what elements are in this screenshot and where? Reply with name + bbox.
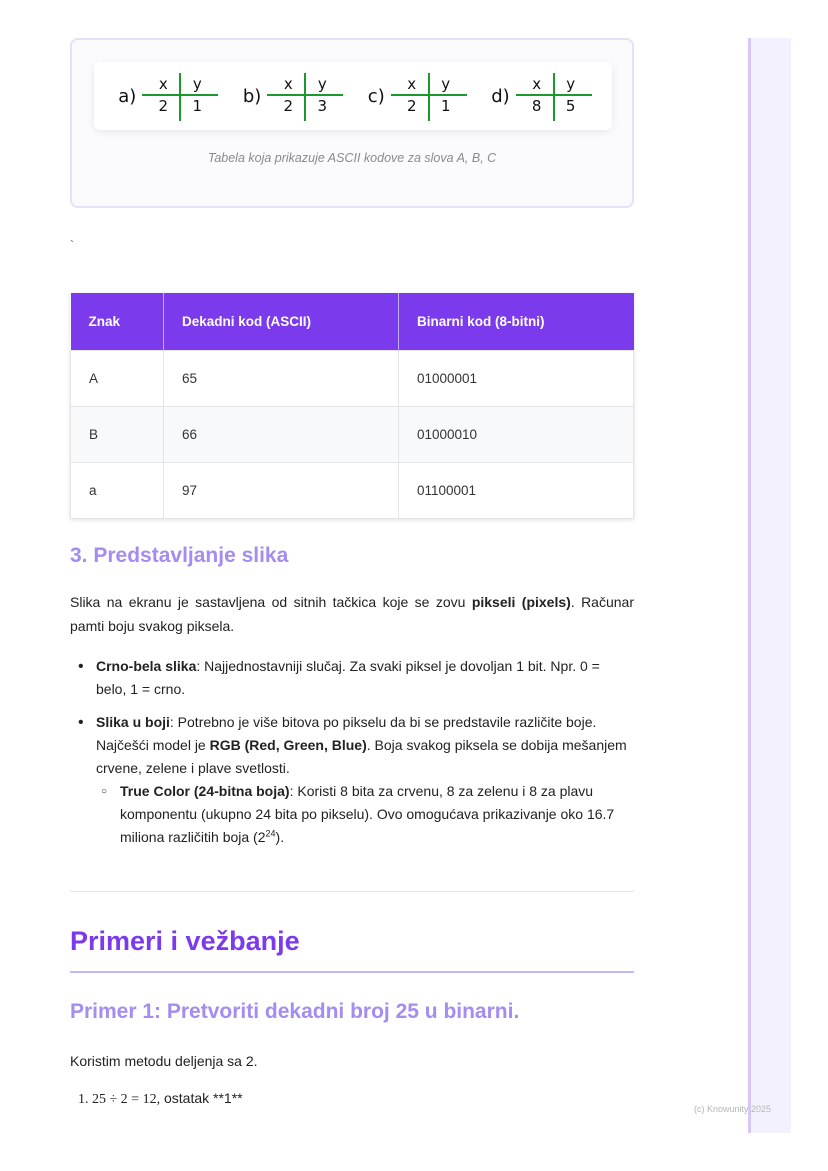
- table-cell: a: [71, 462, 164, 518]
- value-y: 1: [192, 97, 203, 115]
- table-cell: 01100001: [399, 462, 634, 518]
- text: ).: [275, 829, 285, 845]
- value-x: 2: [283, 97, 294, 115]
- example-heading: Primer 1: Pretvoriti dekadni broj 25 u binarni.: [70, 1000, 520, 1023]
- text: . Računar pamti boju svakog piksela.: [70, 594, 634, 634]
- text: : Potrebno je više bitova po pikselu da bi se predstavile različite boje. Najčešći model je: [96, 714, 597, 753]
- table-cell: 01000001: [399, 350, 634, 406]
- list-item: [70, 655, 634, 701]
- value-x: 2: [158, 97, 169, 115]
- header-y: y: [317, 75, 327, 93]
- practice-heading: Primeri i vežbanje: [70, 926, 300, 956]
- text: : Najjednostavniji slučaj. Za svaki piksel je dovoljan 1 bit. Npr. 0 = belo, 1 = crno.: [96, 658, 600, 697]
- value-table-d: [491, 73, 587, 119]
- header-y: y: [192, 75, 202, 93]
- column-header: Dekadni kod (ASCII): [164, 293, 399, 350]
- table-row: [71, 462, 634, 518]
- copyright-footer: (c) Knowunity 2025: [694, 1104, 772, 1114]
- example-step-1: [78, 1090, 243, 1108]
- bold-term: True Color (24-bitna boja): [120, 783, 290, 799]
- text: : Koristi 8 bita za crvenu, 8 za zelenu i 8 za plavu komponentu (ukupno 24 bita po pikselu). Ovo omogućava prikazivanje oko 16.7 miliona različitih boja (2: [120, 783, 615, 845]
- bold-term: Slika u boji: [96, 714, 170, 730]
- value-table-b: [243, 73, 339, 119]
- section-heading: 3. Predstavljanje slika: [70, 544, 289, 567]
- section-paragraph: [70, 590, 634, 638]
- divider: [70, 891, 634, 892]
- figure-box: [70, 38, 634, 208]
- text: Slika na ekranu je sastavljena od sitnih tačkica koje se zovu: [70, 594, 472, 610]
- table-cell: 66: [164, 406, 399, 462]
- value-x: 2: [406, 97, 417, 115]
- sub-list: [96, 780, 634, 849]
- table-row: [71, 350, 634, 406]
- header-x: x: [407, 75, 417, 93]
- value-x: 8: [531, 97, 542, 115]
- bullet-list: [70, 655, 634, 859]
- table-label: b): [242, 85, 262, 107]
- header-x: x: [158, 75, 168, 93]
- header-x: x: [283, 75, 293, 93]
- example-intro: Koristim metodu deljenja sa 2.: [70, 1053, 258, 1069]
- side-strip: [748, 38, 791, 1133]
- document-page: [70, 38, 634, 1107]
- value-y: 1: [440, 97, 451, 115]
- ascii-table: [70, 293, 634, 519]
- table-cell: 01000010: [399, 406, 634, 462]
- table-label: c): [367, 85, 385, 107]
- header-y: y: [441, 75, 451, 93]
- header-y: y: [566, 75, 576, 93]
- text: . Boja svakog piksela se dobija mešanjem crvene, zelene i plave svetlosti.: [96, 737, 627, 776]
- table-cell: B: [71, 406, 164, 462]
- table-label: d): [491, 85, 510, 107]
- bold-term: RGB (Red, Green, Blue): [209, 737, 367, 753]
- list-item: [70, 711, 634, 849]
- value-table-a: [118, 73, 214, 119]
- table-label: a): [118, 85, 137, 107]
- table-row: [71, 406, 634, 462]
- heading-underline: [70, 971, 634, 973]
- value-y: 3: [317, 97, 328, 115]
- column-header: Znak: [71, 293, 164, 350]
- figure-image: [94, 62, 612, 130]
- math-expression: 1. 25 ÷ 2 = 12,: [78, 1092, 161, 1107]
- table-cell: 97: [164, 462, 399, 518]
- exponent: 24: [265, 828, 276, 839]
- table-cell: 65: [164, 350, 399, 406]
- stray-character: `: [70, 238, 74, 252]
- bold-term: Crno-bela slika: [96, 658, 197, 674]
- header-x: x: [532, 75, 542, 93]
- table-cell: A: [71, 350, 164, 406]
- column-header: Binarni kod (8-bitni): [399, 293, 634, 350]
- value-y: 5: [565, 97, 576, 115]
- text: ostatak **1**: [160, 1090, 243, 1106]
- table-header-row: [71, 293, 634, 350]
- figure-caption: Tabela koja prikazuje ASCII kodove za slova A, B, C: [207, 151, 497, 165]
- bold-term: pikseli (pixels): [471, 594, 571, 610]
- sub-list-item: [96, 780, 634, 849]
- value-table-c: [368, 73, 463, 119]
